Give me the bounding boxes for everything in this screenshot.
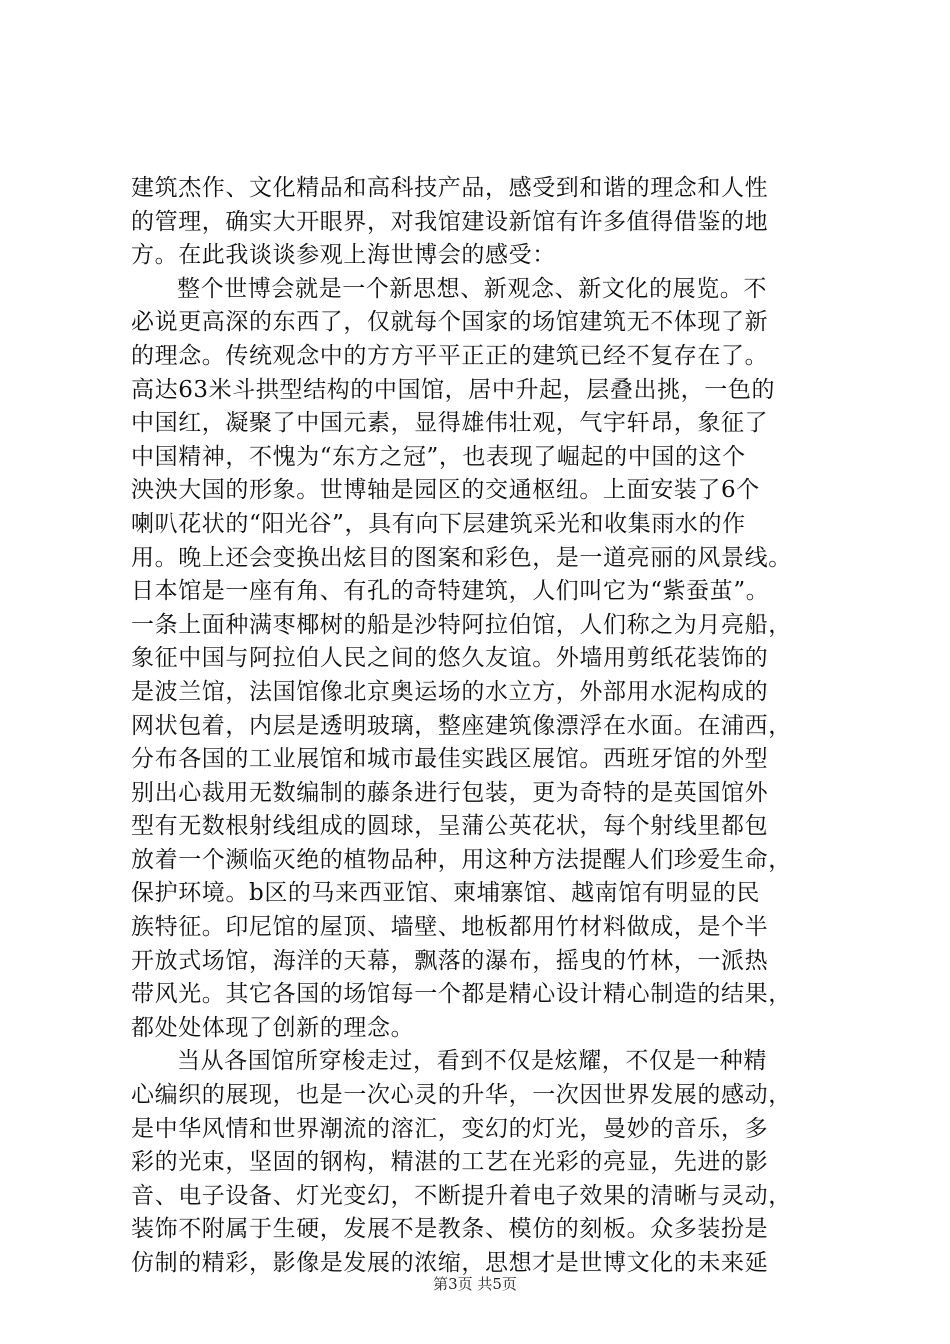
- text-line: 中国红，凝聚了中国元素，显得雄伟壮观，气宇轩昂，象征了: [131, 410, 769, 437]
- text-line: 当从各国馆所穿梭走过，看到不仅是炫耀，不仅是一种精: [177, 1048, 767, 1075]
- text-line: 整个世博会就是一个新思想、新观念、新文化的展览。不: [177, 275, 767, 302]
- page-footer: 第3页 共5页: [433, 1275, 517, 1293]
- text-line: 喇叭花状的“阳光谷”，具有向下层建筑采光和收集雨水的作: [131, 510, 746, 537]
- text-line: 的管理，确实大开眼界，对我馆建设新馆有许多值得借鉴的地: [131, 208, 769, 235]
- text-line: 日本馆是一座有角、有孔的奇特建筑，人们叫它为“紫蚕茧”。: [131, 578, 770, 605]
- text-line: 一条上面种满枣椰树的船是沙特阿拉伯馆，人们称之为月亮船，: [131, 611, 792, 638]
- text-line: 是波兰馆，法国馆像北京奥运场的水立方，外部用水泥构成的: [131, 678, 769, 705]
- text-line: 彩的光束，坚固的钢构，精湛的工艺在光彩的亮显，先进的影: [131, 1149, 769, 1176]
- text-line: 象征中国与阿拉伯人民之间的悠久友谊。外墙用剪纸花装饰的: [131, 645, 769, 672]
- text-line: 泱泱大国的形象。世博轴是园区的交通枢纽。上面安装了6个: [131, 477, 760, 504]
- text-line: 高达63米斗拱型结构的中国馆，居中升起，层叠出挑，一色的: [131, 376, 776, 403]
- text-line: 用。晚上还会变换出炫目的图案和彩色，是一道亮丽的风景线。: [131, 544, 792, 571]
- text-line: 音、电子设备、灯光变幻，不断提升着电子效果的清晰与灵动，: [131, 1182, 792, 1209]
- text-line: 分布各国的工业展馆和城市最佳实践区展馆。西班牙馆的外型: [131, 746, 769, 773]
- text-line: 网状包着，内层是透明玻璃，整座建筑像漂浮在水面。在浦西，: [131, 712, 792, 739]
- text-line: 是中华风情和世界潮流的溶汇，变幻的灯光，曼妙的音乐，多: [131, 1115, 769, 1142]
- text-line: 别出心裁用无数编制的藤条进行包装，更为奇特的是英国馆外: [131, 779, 769, 806]
- text-line: 保护环境。b区的马来西亚馆、柬埔寨馆、越南馆有明显的民: [131, 880, 760, 907]
- text-line: 型有无数根射线组成的圆球，呈蒲公英花状，每个射线里都包: [131, 813, 769, 840]
- text-line: 放着一个濒临灭绝的植物品种，用这种方法提醒人们珍爱生命，: [131, 846, 792, 873]
- text-line: 必说更高深的东西了，仅就每个国家的场馆建筑无不体现了新: [131, 309, 769, 336]
- text-line: 开放式场馆，海洋的天幕，飘落的瀑布，摇曳的竹林，一派热: [131, 947, 769, 974]
- text-line: 族特征。印尼馆的屋顶、墙壁、地板都用竹材料做成，是个半: [131, 914, 769, 941]
- text-line: 仿制的精彩，影像是发展的浓缩，思想才是世博文化的未来延: [131, 1250, 769, 1276]
- text-line: 都处处体现了创新的理念。: [131, 1014, 415, 1041]
- text-line: 心编织的展现，也是一次心灵的升华，一次因世界发展的感动，: [131, 1082, 792, 1109]
- text-line: 建筑杰作、文化精品和高科技产品，感受到和谐的理念和人性: [131, 175, 769, 201]
- text-line: 中国精神，不愧为“东方之冠”，也表现了崛起的中国的这个: [131, 443, 746, 470]
- text-line: 带风光。其它各国的场馆每一个都是精心设计精心制造的结果，: [131, 981, 792, 1008]
- text-line: 方。在此我谈谈参观上海世博会的感受：: [131, 242, 556, 269]
- body-text: [131, 172, 831, 1281]
- text-line: 装饰不附属于生硬，发展不是教条、模仿的刻板。众多装扮是: [131, 1216, 769, 1243]
- text-line: 的理念。传统观念中的方方平平正正的建筑已经不复存在了。: [131, 342, 769, 369]
